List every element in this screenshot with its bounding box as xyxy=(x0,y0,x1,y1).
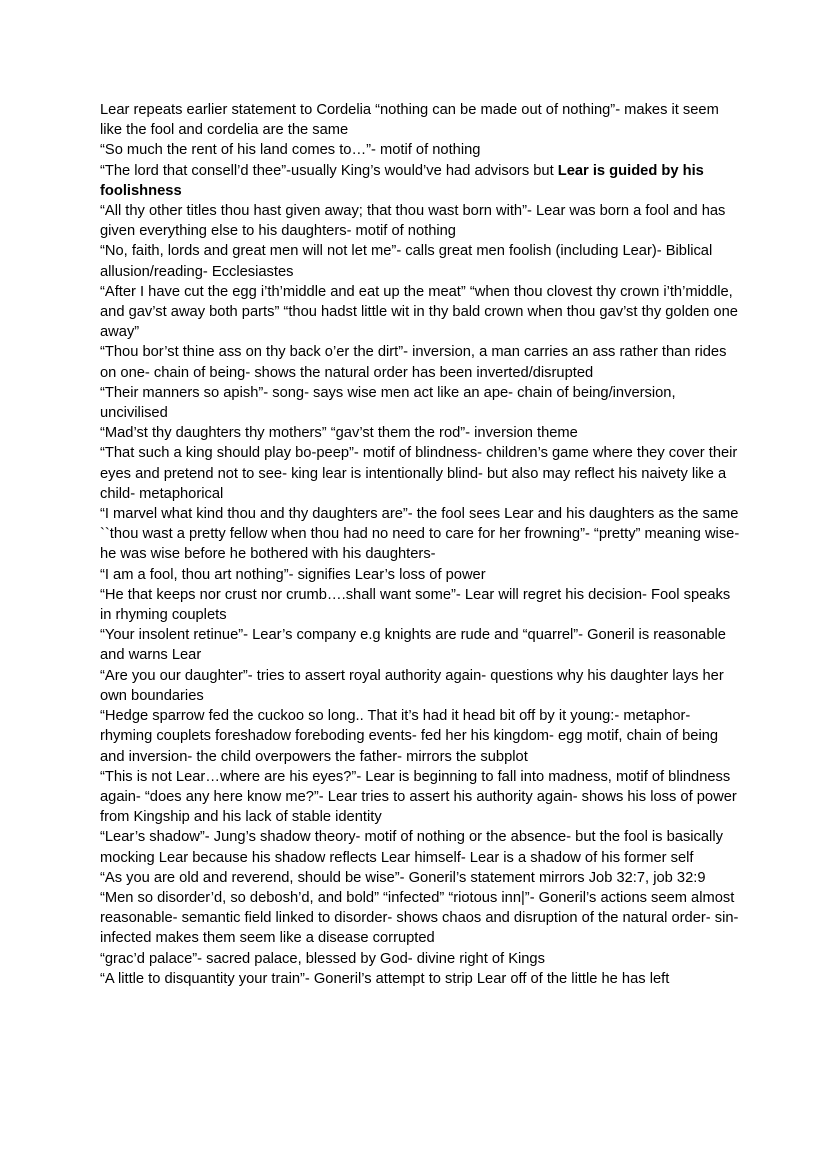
note-line: Lear repeats earlier statement to Cordelia “nothing can be made out of nothing”- makes it seem like the fool and cordelia are the same xyxy=(100,102,723,139)
note-line: “That such a king should play bo-peep”- motif of blindness- children’s game where they cover their eyes and pretend not to see- king lear is intentionally blind- but also may reflect his naivety like a child- metaphorical xyxy=(100,445,742,502)
note-line: “Are you our daughter”- tries to assert royal authority again- questions why his daughter lays her own boundaries xyxy=(100,667,728,704)
note-bold-text: Lear is guided by his foolishness xyxy=(100,162,708,199)
note-line: ``thou wast a pretty fellow when thou had no need to care for her frowning”- “pretty” meaning wise- he was wise before he bothered with his daughters- xyxy=(100,526,744,563)
note-line: “Mad’st thy daughters thy mothers” “gav’st them the rod”- inversion theme xyxy=(100,425,578,442)
note-line: “So much the rent of his land comes to…”- motif of nothing xyxy=(100,142,481,159)
document-page xyxy=(100,100,744,989)
note-line: “As you are old and reverend, should be wise”- Goneril’s statement mirrors Job 32:7, job 32:9 xyxy=(100,869,706,886)
note-line: “Their manners so apish”- song- says wise men act like an ape- chain of being/inversion, uncivilised xyxy=(100,384,680,422)
note-line: “I marvel what kind thou and thy daughters are”- the fool sees Lear and his daughters as the same xyxy=(100,506,739,523)
note-line: “Hedge sparrow fed the cuckoo so long.. That it’s had it head bit off by it young:- metaphor- rhyming couplets foreshadow foreboding events- fed her his kingdom- egg motif, chain of being and inversion- the child overpowers the father- mirrors the subplot xyxy=(100,708,723,765)
note-line: “A little to disquantity your train”- Goneril’s attempt to strip Lear off of the little he has left xyxy=(100,970,670,987)
note-line: “This is not Lear…where are his eyes?”- Lear is beginning to fall into madness, motif of blindness again- “does any here know me?”- Lear tries to assert his authority again- shows his loss of power from Kingship and his lack of stable identity xyxy=(100,768,741,826)
note-text: “The lord that consell’d thee”-usually King’s would’ve had advisors but xyxy=(100,162,558,179)
note-line: “After I have cut the egg i’th’middle and eat up the meat” “when thou clovest thy crown i’th’middle, and gav’st away both parts” “thou hadst little wit in thy bald crown when thou gav’st thy golden one away” xyxy=(100,283,743,341)
note-line: “He that keeps nor crust nor crumb….shall want some”- Lear will regret his decision- Fool speaks in rhyming couplets xyxy=(100,586,735,624)
note-line: “Men so disorder’d, so debosh’d, and bold” “infected” “riotous inn|”- Goneril’s actions seem almost reasonable- semantic field linked to disorder- shows chaos and disruption of the natural order- sin- infected makes them seem like a disease corrupted xyxy=(100,889,743,947)
note-line: “All thy other titles thou hast given away; that thou wast born with”- Lear was born a fool and has given everything else to his daughters- motif of nothing xyxy=(100,203,730,240)
note-line: “Your insolent retinue”- Lear’s company e.g knights are rude and “quarrel”- Goneril is reasonable and warns Lear xyxy=(100,627,731,664)
note-line: “No, faith, lords and great men will not let me”- calls great men foolish (including Lear)- Biblical allusion/reading- Ecclesiastes xyxy=(100,243,717,280)
note-line: “Lear’s shadow”- Jung’s shadow theory- motif of nothing or the absence- but the fool is basically mocking Lear because his shadow reflects Lear himself- Lear is a shadow of his former self xyxy=(100,829,728,866)
note-line xyxy=(100,161,740,201)
note-line: “grac’d palace”- sacred palace, blessed by God- divine right of Kings xyxy=(100,950,545,967)
note-line: “I am a fool, thou art nothing”- signifies Lear’s loss of power xyxy=(100,566,486,583)
note-line: “Thou bor’st thine ass on thy back o’er the dirt”- inversion, a man carries an ass rather than rides on one- chain of being- shows the natural order has been inverted/disrupted xyxy=(100,344,731,381)
